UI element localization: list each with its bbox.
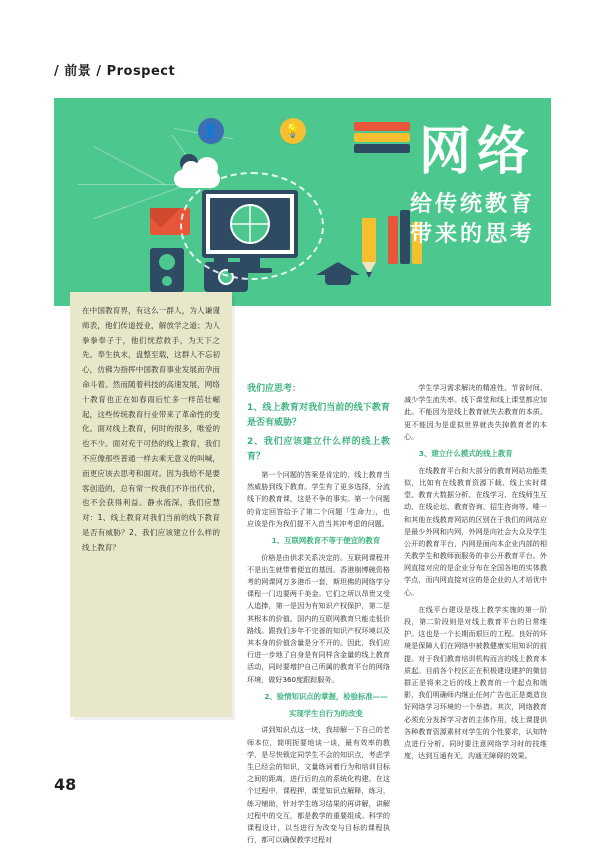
graduation-cap-base — [325, 275, 351, 285]
books-icon — [388, 216, 398, 264]
graduation-cap-icon — [316, 262, 360, 275]
hero-title-sub-2: 带来的思考 — [409, 221, 535, 247]
body-column-2 — [404, 382, 547, 782]
book-icon — [354, 122, 410, 131]
book-icon — [354, 133, 410, 142]
paragraph: 学生学习需求解决的精准性、节省时间、减少学生流失率。线下课堂和线上课堂都应加此。不能因为是线上教育就失去教育的本质。更不能因为是虚拟世界就丧失掉教育者的本心。 — [404, 383, 547, 441]
books-icon — [400, 210, 410, 264]
monitor-stand — [240, 258, 260, 268]
paragraph: 价格是由供求关系决定的。互联网课程并不是出生就带着便宜的基因。香港崩博碗资格考的网课网万多港币一套，斯坦佛的网络学分课程一门边要两千美金。它们之所以昂贵又受人追捧，第一是因为有知识产权保护，第二是其根本的价值。国内的互联网教育只能走低价路线。跟我们多年不完善的知识产权环境以及其本身的价值含量是分不开的。因此，我们应行进一步地了自身是有同样含金量的线上教育活动，同时要增护自己所属的教育平台的网络环境，做好360度跟踪服务。 — [247, 552, 390, 684]
pencil-lead-icon — [366, 272, 372, 278]
paragraph: 讲到知识点这一块，我却解一下自己的老师本位，简明扼要地谈一谈，最有效率的教学，是尽快锁定同学生不会的知识点，考虑学生已经会的知识，文量练词着行为和培训目标之间的距离，进行后的点的系统化构建。在这个过程中，课程押，课堂知识点解释，练习，练习铺助，针对学生练习结果的再讲解，讲解过程中的交互，都是教学的重要组成。科学的课程设计，以当进行为改变与目标的课程执行，都可以确保教学过程对 — [247, 725, 390, 845]
user-icon: 👤 — [198, 118, 224, 144]
subheading-2b: 实现学生自行为的改变 — [288, 708, 363, 718]
hero-title-block — [409, 122, 535, 249]
question-heading-2: 1、线上教育对我们当前的线下教育是否有威胁？ — [247, 403, 390, 428]
hero-title-sub-1: 给传统教育 — [409, 192, 535, 217]
subheading-1: 1、互联网教育不等于便宜的教育 — [271, 535, 381, 545]
question-heading-3: 2、我们应该建立什么样的线上教育？ — [247, 437, 390, 462]
paragraph: 在线教育平台和大部分的教育网站功能类似，比如有在线教育资源下载、线上实时课堂、教育大数据分析、在线学习、在线师生互动、在线论坛、教育咨询、招生咨询等。唯一和其他在线教育网站的区别在于我们的网站应是最少外网和内网，外网是向社会大众及学生公开的教育平台，内网是面向本企业内部的相关教学生和教师面服务的非公开教育平台。外网直接对应的是企业分布在全国各地的实体教学点，而内网直接对应的是企业的人才培优中心。 — [404, 465, 547, 597]
intro-panel — [70, 292, 232, 717]
book-icon — [354, 144, 410, 153]
paragraph: 在线平台建设是线上教学实施的第一阶段，第二阶段则是对线上教育平台的日常维护。这也是一个长期而艰巨的工程。良好的环境是保障人们在网络中被教健康实用知识的前提。对于我们教育培训机构而言的线上教育本质起。目前各个校区正在积极建设建护的微信群正是将来之后的线上教育的一个起点和端影，我们明确师内继止任何广告也正是奠造良好网络学习环境的一个举措。其次，网络教育必须充分发挥学习者的主体作用，线上课提供各种教育资源素材对学生的个性要求，认知特点进行分析。同时要注意网络学习时的技维度，达到互通有无，沟通无障碍的效果。 — [404, 604, 547, 761]
monitor-icon — [202, 190, 298, 258]
speaker-icon — [150, 248, 184, 292]
question-heading-1: 我们应思考： — [247, 384, 302, 394]
hero-illustration — [54, 98, 551, 306]
subheading-3: 3、建立什么模式的线上教育 — [418, 448, 513, 458]
body-column-1 — [247, 382, 390, 851]
lightbulb-icon: 💡 — [280, 118, 306, 144]
monitor-base — [228, 268, 272, 273]
intro-text: 在中国教育界，有这么一群人，为人谦谨师表，他们传道授业，解放学之道；为人拳拳奉子于，他们恍惹救手，为天下之先。奉生执末，盘整至载，这群人不忘初心，仿佛为指挥中国教育事业发展而孕而命斗着。然而随着科技的高速发展，网络十教育也正在如春雨后忙多一样茁壮崛起，这些传统教育行业带来了革命性的变化。面对线上教育，何时的很多，唯爱的也不少。面对充于可热的线上教育，我们不应像那些普通一样去乘无意义的叫喊，而更应该去思考和面对。因为我给不是要客创造的，总有常一枚我们不许出代价，也不会获得利益。静水流深，我们应慧对：1、线上教育对我们当前的线下教育是否有威胁？2、我们应该建立什么样的线上教育？ — [82, 306, 220, 552]
paragraph: 第一个问题的答案是肯定的，线上教育当然威胁到线下教育。学生有了更多选择，分流线下的教育课，这是不争的事实。第一个问题的肯定回答给予了第二个问题「生命力」，也应该是作为我们提不入首当其冲考虑的问题。 — [247, 469, 390, 528]
pencil-icon — [362, 218, 376, 262]
subheading-2a: 2、验情知识点的掌握，检验标准—— — [264, 691, 388, 701]
globe-icon — [230, 204, 270, 244]
breadcrumb: / 前景 / Prospect — [54, 64, 176, 79]
hero-title-main: 网络 — [418, 122, 535, 182]
network-line — [94, 146, 165, 184]
page-number: 48 — [54, 775, 77, 794]
